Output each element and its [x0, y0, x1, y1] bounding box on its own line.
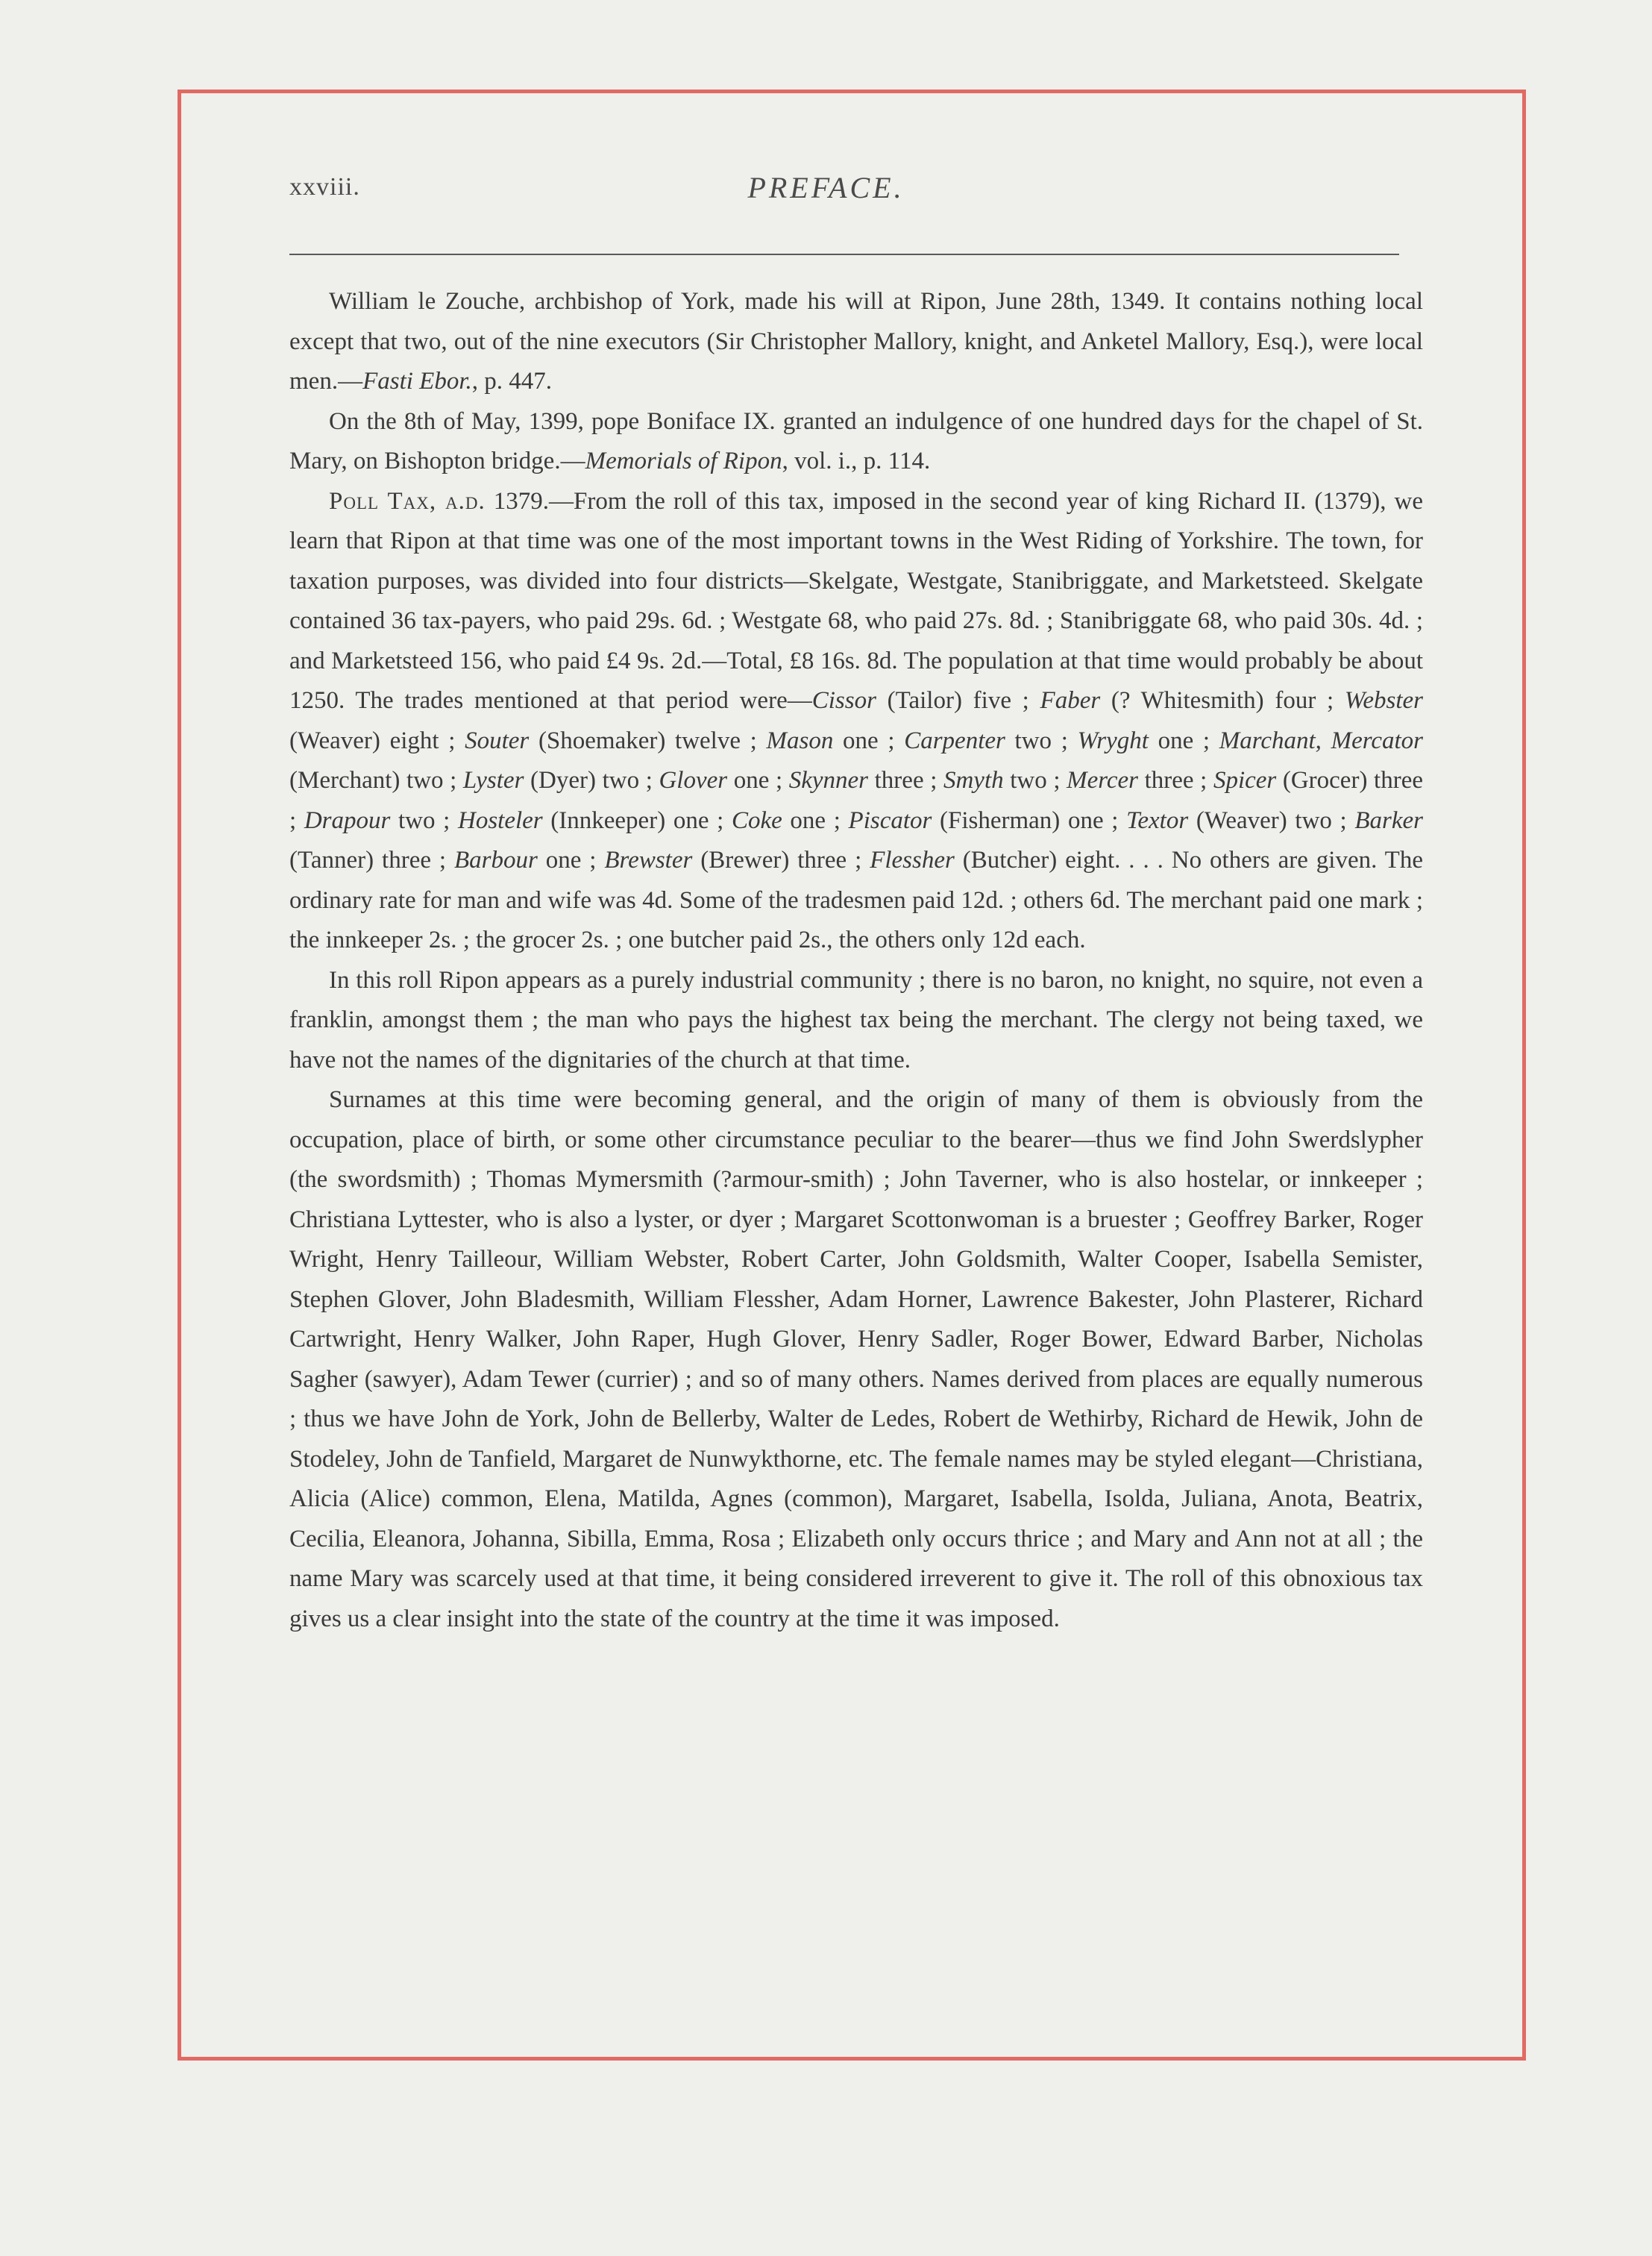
text-run: 1379.—From the roll of this tax, imposed in the second year of king Richard II. (1379), we learn that Ripon at that time was one of the most important towns in the West Riding of Yorkshire. The town, for taxation purposes, was divided into four districts—Skelgate, Westgate, Stanibriggate, and Marketsteed. Skelgate contained 36 tax-payers, who paid 29s. 6d. ; Westgate 68, who paid 27s. 8d. ; Stanibriggate 68, who paid 30s. 4d. ; and Marketsteed 156, who paid £4 9s. 2d.—Total, £8 16s. 8d. The population at that time would probably be about 1250. The trades mentioned at that period were— — [289, 487, 1424, 714]
italic-term: Carpenter — [904, 727, 1005, 754]
text-run: three ; — [868, 767, 943, 794]
text-run: , p. 447. — [471, 368, 553, 395]
italic-term: Hosteler — [457, 806, 543, 834]
text-run: (Fisherman) one ; — [932, 806, 1127, 834]
italic-term: Smyth — [943, 767, 1004, 794]
header-rule — [289, 254, 1399, 255]
text-run: (? Whitesmith) four ; — [1100, 687, 1345, 714]
text-run: (Brewer) three ; — [692, 847, 870, 874]
italic-term: Barbour — [453, 847, 538, 874]
page-number: xxviii. — [289, 173, 360, 201]
italic-term: Webster — [1344, 687, 1423, 714]
text-run: (Weaver) eight ; — [289, 727, 465, 754]
text-run: (Tailor) five ; — [876, 687, 1040, 714]
italic-term: Wryght — [1077, 727, 1149, 754]
paragraph — [289, 482, 1423, 961]
italic-term: Glover — [659, 767, 728, 794]
text-run: (Butcher) eight. . . . No others are given. The ordinary rate for man and wife was 4d. Some of the tradesmen paid 12d. ; others 6d. The merchant paid one mark ; the innkeeper 2s. ; the grocer 2s. ; one butcher paid 2s., the others only 12d each. — [289, 847, 1423, 953]
italic-term: Drapour — [304, 806, 391, 834]
italic-term: Spicer — [1213, 767, 1277, 794]
italic-term: Skynner — [788, 767, 869, 794]
paragraph — [289, 402, 1423, 482]
section-heading: Poll Tax, a.d. — [329, 487, 486, 515]
paragraph — [289, 961, 1423, 1081]
text-run: (Innkeeper) one ; — [542, 806, 732, 834]
italic-term: Coke — [731, 806, 782, 834]
italic-term: Souter — [465, 727, 530, 754]
text-run: (Shoemaker) twelve ; — [529, 727, 767, 754]
paragraph — [289, 1080, 1423, 1639]
text-run: (Weaver) two ; — [1188, 806, 1355, 834]
text-run: one ; — [727, 767, 789, 794]
italic-term: Mason — [766, 727, 834, 754]
paragraph — [289, 282, 1423, 402]
italic-term: Piscator — [848, 806, 932, 834]
text-run: Surnames at this time were becoming general, and the origin of many of them is obviously from the occupation, place of birth, or some other circumstance peculiar to the bearer—thus we find John Swerdslypher (the swordsmith) ; Thomas Mymersmith (?armour-smith) ; John Taverner, who is also hostelar, or innkeeper ; Christiana Lyttester, who is also a lyster, or dyer ; Margaret Scottonwoman is a bruester ; Geoffrey Barker, Roger Wright, Henry Tailleour, William Webster, Robert Carter, John Goldsmith, Walter Cooper, Isabella Semister, Stephen Glover, John Bladesmith, William Flessher, Adam Horner, Lawrence Bakester, John Plasterer, Richard Cartwright, Henry Walker, John Raper, Hugh Glover, Henry Sadler, Roger Bower, Edward Barber, Nicholas Sagher (sawyer), Adam Tewer (currier) ; and so of many others. Names derived from places are equally numerous ; thus we have John de York, John de Bellerby, Walter de Ledes, Robert de Wethirby, Richard de Hewik, John de Stodeley, John de Tanfield, Margaret de Nunwykthorne, etc. The female names may be styled elegant—Christiana, Alicia (Alice) common, Elena, Matilda, Agnes (common), Margaret, Isabella, Isolda, Juliana, Anota, Beatrix, Cecilia, Eleanora, Johanna, Sibilla, Emma, Rosa ; Elizabeth only occurs thrice ; and Mary and Ann not at all ; the name Mary was scarcely used at that time, it being considered irreverent to give it. The roll of this obnoxious tax gives us a clear insight into the state of the country at the time it was imposed. — [289, 1086, 1423, 1632]
text-run: two ; — [390, 806, 458, 834]
italic-term: Brewster — [604, 847, 693, 874]
text-run: (Grocer) three ; — [289, 767, 1423, 834]
text-run: (Tanner) three ; — [289, 847, 454, 874]
italic-term: Fasti Ebor. — [362, 368, 472, 395]
italic-term: Marchant, Mercator — [1219, 727, 1423, 754]
text-run: William le Zouche, archbishop of York, made his will at Ripon, June 28th, 1349. It contains nothing local except that two, out of the nine executors (Sir Christopher Mallory, knight, and Anketel Mallory, Esq.), were local men.— — [289, 288, 1423, 395]
italic-term: Lyster — [462, 767, 524, 794]
text-run: one ; — [833, 727, 905, 754]
body-text — [289, 282, 1423, 1639]
text-run: , vol. i., p. 114. — [782, 448, 931, 474]
italic-term: Flessher — [870, 847, 955, 874]
text-run: (Dyer) two ; — [524, 767, 659, 794]
text-run: one ; — [782, 806, 849, 834]
italic-term: Textor — [1126, 806, 1189, 834]
text-run: one ; — [1148, 727, 1219, 754]
text-run: one ; — [537, 847, 605, 874]
text-run: two ; — [1003, 767, 1067, 794]
italic-term: Cissor — [811, 687, 876, 714]
italic-term: Memorials of Ripon — [585, 448, 782, 474]
text-run: In this roll Ripon appears as a purely industrial community ; there is no baron, no knight, no squire, not even a franklin, amongst them ; the man who pays the highest tax being the merchant. The clergy not being taxed, we have not the names of the dignitaries of the church at that time. — [289, 966, 1423, 1074]
text-run: three ; — [1138, 767, 1213, 794]
text-run: two ; — [1005, 727, 1078, 754]
text-run: On the 8th of May, 1399, pope Boniface IX. granted an indulgence of one hundred days for the chapel of St. Mary, on Bishopton bridge.— — [289, 407, 1423, 474]
italic-term: Barker — [1354, 806, 1424, 834]
italic-term: Mercer — [1067, 767, 1138, 794]
text-run: (Merchant) two ; — [289, 767, 463, 794]
italic-term: Faber — [1040, 687, 1101, 714]
running-head-title: PREFACE. — [747, 171, 905, 204]
